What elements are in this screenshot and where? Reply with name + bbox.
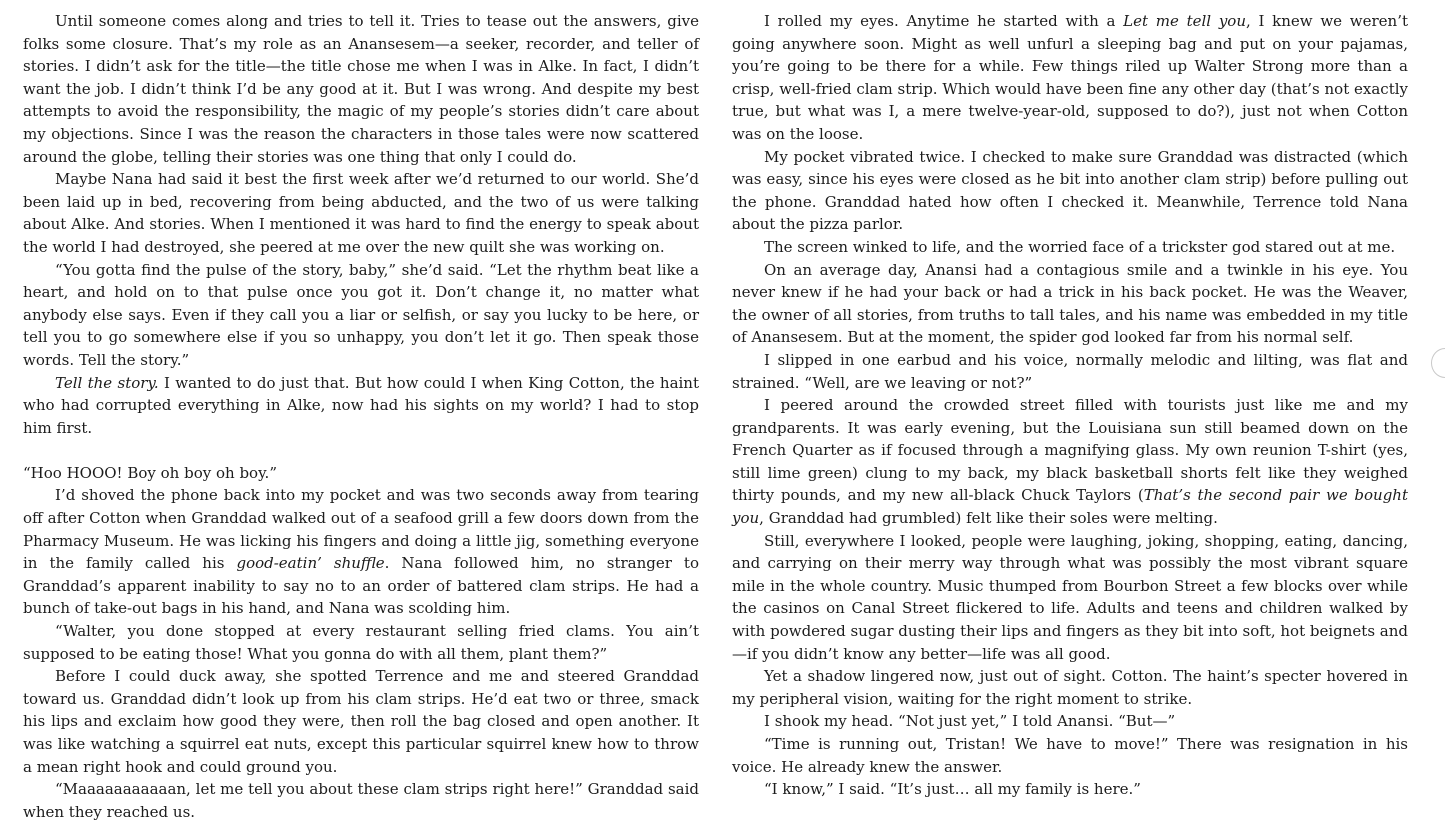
paragraph: I shook my head. “Not just yet,” I told Anansi. “But—” (764, 712, 1176, 731)
paragraph: Until someone comes along and tries to tell it. Tries to tease out the answers, give folks some closure. That’s my role as an Anansesem—a seeker, recorder, and teller of stories. I didn’t ask for the title—the title chose me when I was in Alke. In fact, I didn’t want the job. I didn’t think I’d be any good at it. But I was wrong. And despite my best attempts to avoid the responsibility, the magic of my people’s stories didn’t care about my objections. Since I was the reason the characters in those tales were now scattered around the globe, telling their stories was one thing that only I could do. (23, 12, 699, 166)
paragraph (23, 372, 699, 440)
section-break (23, 439, 699, 462)
paragraph: “You gotta find the pulse of the story, baby,” she’d said. “Let the rhythm beat like a heart, and hold on to that pulse once you got it. Don’t change it, no matter what anybody else says. Even if they call you a liar or selfish, or say you lucky to be here, or tell you to go somewhere else if you so unhappy, you don’t let it go. Then speak those words. Tell the story.” (23, 260, 699, 369)
paragraph: Maybe Nana had said it best the first week after we’d returned to our world. She’d been laid up in bed, recovering from being abducted, and the two of us were talking about Alke. And stories. When I mentioned it was hard to find the energy to speak about the world I had destroyed, she peered at me over the new quilt she was working on. (23, 170, 699, 256)
paragraph: “Hoo HOOO! Boy oh boy oh boy.” (23, 463, 277, 482)
paragraph-text: , Granddad had grumbled) felt like their soles were melting. (759, 509, 1218, 528)
paragraph: Still, everywhere I looked, people were laughing, joking, shopping, eating, dancing, and carrying on their merry way through what was possibly the most vibrant square mile in the whole country. Music thumped from Bourbon Street a few blocks over while the casinos on Canal Street flickered to life. Adults and teens and children walked by with powdered sugar dusting their lips and fingers as they bit into soft, hot beignets and—if you didn’t know any better—life was all good. (732, 531, 1408, 663)
paragraph-text: I rolled my eyes. Anytime he started with a (764, 12, 1124, 30)
next-page-handle[interactable] (1431, 348, 1445, 378)
right-page (732, 10, 1408, 801)
paragraph: “Maaaaaaaaaaan, let me tell you about these clam strips right here!” Granddad said when they reached us. (23, 780, 699, 821)
paragraph: The screen winked to life, and the worried face of a trickster god stared out at me. (764, 237, 1396, 256)
italic-phrase: That’s the second pair we bought you (732, 486, 1408, 528)
paragraph-text: . Nana followed him, no stranger to Granddad’s apparent inability to say no to an order of battered clam strips. He had a bunch of take-out bags in his hand, and Nana was scolding him. (23, 554, 699, 618)
paragraph-text: , I knew we weren’t going anywhere soon. Might as well unfurl a sleeping bag and put on your pajamas, you’re going to be there for a while. Few things riled up Walter Strong more than a crisp, well-fried clam strip. Which would have been fine any other day (that’s not exactly true, but what was I, a mere twelve-year-old, supposed to do?), just not when Cotton was on the loose. (732, 12, 1408, 143)
paragraph: On an average day, Anansi had a contagious smile and a twinkle in his eye. You never knew if he had your back or had a trick in his back pocket. He was the Weaver, the owner of all stories, from truths to tall tales, and his name was embedded in my title of Anansesem. But at the moment, the spider god looked far from his normal self. (732, 260, 1408, 347)
paragraph: Yet a shadow lingered now, just out of sight. Cotton. The haint’s specter hovered in my peripheral vision, waiting for the right moment to strike. (732, 667, 1408, 708)
paragraph (732, 394, 1408, 530)
paragraph-text: I peered around the crowded street filled with tourists just like me and my grandparents. It was early evening, but the Louisiana sun still beamed down on the French Quarter as if focused through a magnifying glass. My own reunion T-shirt (yes, still lime green) clung to my back, my black basketball shorts felt like they weighed thirty pounds, and my new all-black Chuck Taylors ( (732, 396, 1408, 505)
paragraph: I slipped in one earbud and his voice, normally melodic and lilting, was flat and strained. “Well, are we leaving or not?” (732, 350, 1408, 392)
paragraph (23, 484, 699, 620)
paragraph-text: I wanted to do just that. But how could I when King Cotton, the haint who had corrupted everything in Alke, now had his sights on my world? I had to stop him first. (23, 373, 700, 437)
italic-phrase: Tell the story. (55, 373, 159, 392)
paragraph (732, 10, 1408, 146)
paragraph: “Walter, you done stopped at every restaurant selling fried clams. You ain’t supposed to be eating those! What you gonna do with all them, plant them?” (23, 622, 699, 663)
paragraph: “Time is running out, Tristan! We have to move!” There was resignation in his voice. He already knew the answer. (732, 735, 1408, 776)
italic-phrase: good-eatin’ shuffle (236, 554, 385, 573)
paragraph: Before I could duck away, she spotted Terrence and me and steered Granddad toward us. Granddad didn’t look up from his clam strips. He’d eat two or three, smack his lips and exclaim how good they were, then roll the bag closed and open another. It was like watching a squirrel eat nuts, except this particular squirrel knew how to throw a mean right hook and could ground you. (23, 667, 699, 776)
italic-phrase: Let me tell you (1123, 12, 1246, 30)
paragraph: My pocket vibrated twice. I checked to make sure Granddad was distracted (which was easy, since his eyes were closed as he bit into another clam strip) before pulling out the phone. Granddad hated how often I checked it. Meanwhile, Terrence told Nana about the pizza parlor. (732, 147, 1408, 234)
paragraph-text: I’d shoved the phone back into my pocket and was two seconds away from tearing off after Cotton when Granddad walked out of a seafood grill a few doors down from the Pharmacy Museum. He was licking his fingers and doing a little jig, something everyone in the family called his (23, 486, 699, 573)
left-page (23, 10, 699, 823)
paragraph: “I know,” I said. “It’s just… all my family is here.” (764, 780, 1141, 799)
